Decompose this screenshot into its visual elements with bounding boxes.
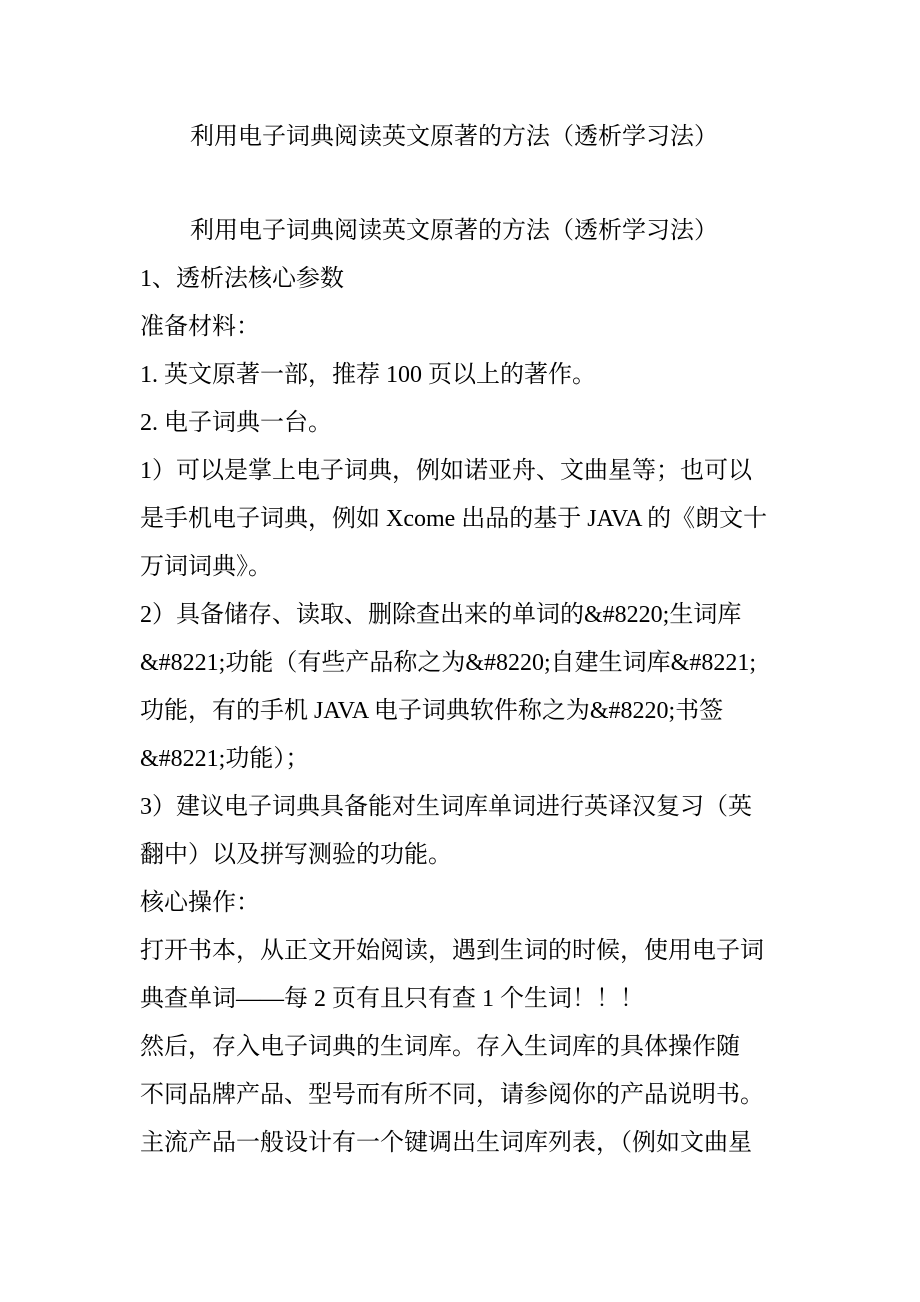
text-line: 典查单词——每 2 页有且只有查 1 个生词！！！	[140, 986, 644, 1012]
text-line: 2. 电子词典一台。	[140, 410, 332, 436]
text-line: 1. 英文原著一部，推荐 100 页以上的著作。	[140, 362, 596, 388]
text-line: 3）建议电子词典具备能对生词库单词进行英译汉复习（英	[140, 794, 752, 820]
text-line: &#8221;功能）；	[140, 746, 310, 772]
text-line: 然后，存入电子词典的生词库。存入生词库的具体操作随	[140, 1034, 740, 1060]
text-line: 1、透析法核心参数	[140, 266, 344, 292]
text-line: 1）可以是掌上电子词典，例如诺亚舟、文曲星等；也可以	[140, 458, 752, 484]
text-line: 核心操作：	[140, 890, 260, 916]
text-line: 打开书本，从正文开始阅读，遇到生词的时候，使用电子词	[140, 938, 764, 964]
document-subtitle: 利用电子词典阅读英文原著的方法（透析学习法）	[190, 218, 718, 244]
text-line: 2）具备储存、读取、删除查出来的单词的&#8220;生词库	[140, 602, 742, 628]
text-line: &#8221;功能（有些产品称之为&#8220;自建生词库&#8221;	[140, 650, 757, 676]
document-title: 利用电子词典阅读英文原著的方法（透析学习法）	[190, 124, 718, 150]
text-line: 是手机电子词典，例如 Xcome 出品的基于 JAVA 的《朗文十	[140, 506, 768, 532]
text-line: 准备材料：	[140, 314, 260, 340]
text-line: 不同品牌产品、型号而有所不同，请参阅你的产品说明书。	[140, 1082, 764, 1108]
text-line: 翻中）以及拼写测验的功能。	[140, 842, 452, 868]
text-line: 万词词典》。	[140, 554, 272, 580]
text-line: 功能，有的手机 JAVA 电子词典软件称之为&#8220;书签	[140, 698, 724, 724]
text-line: 主流产品一般设计有一个键调出生词库列表，（例如文曲星	[140, 1130, 752, 1156]
